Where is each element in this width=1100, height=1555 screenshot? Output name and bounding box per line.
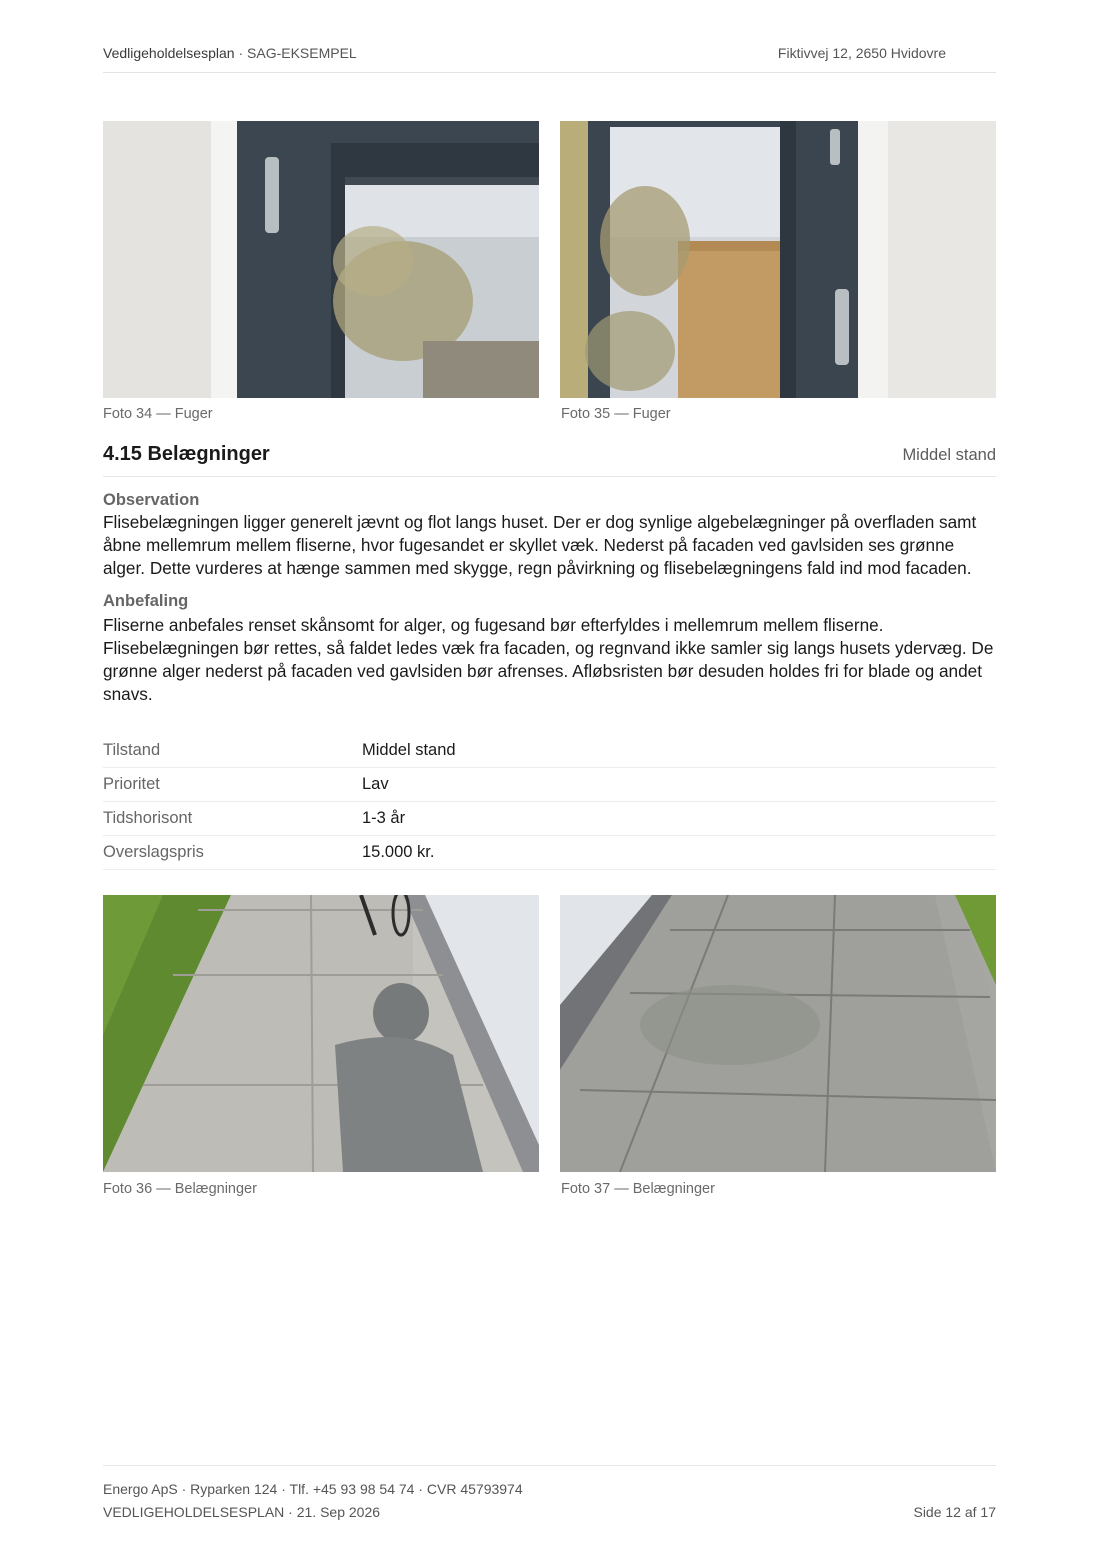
photo-36-caption: Foto 36 — Belægninger xyxy=(103,1181,257,1197)
header-address: Fiktivvej 12, 2650 Hvidovre xyxy=(777,45,946,61)
condition-table xyxy=(103,734,996,870)
recommendation-heading: Anbefaling xyxy=(103,592,189,610)
photo-37-caption: Foto 37 — Belægninger xyxy=(561,1181,715,1197)
header-divider xyxy=(103,72,996,73)
table-row xyxy=(103,768,996,802)
photo-37[interactable] xyxy=(560,895,996,1172)
page-header xyxy=(103,45,996,65)
observation-text: Flisebelægningen ligger generelt jævnt og flot langs huset. Der er dog synlige algebelægninger på overfladen samt åbne mellemrum mellem fliserne, hvor fugesandet er skyllet væk. Nederst på facaden ved gavlsiden ses grønne alger. Dette vurderes at hænge sammen med skygge, regn påvirkning og flisebelægningens fald ind mod facaden. xyxy=(103,512,977,578)
footer-company: Energo ApS · Ryparken 124 · Tlf. +45 93 98 54 74 · CVR 45793974 xyxy=(103,1481,523,1497)
photo-36[interactable] xyxy=(103,895,539,1172)
footer-divider xyxy=(103,1465,996,1466)
report-page xyxy=(103,0,996,1555)
table-row xyxy=(103,802,996,836)
section-divider xyxy=(103,476,996,477)
row-value-tilstand: Middel stand xyxy=(362,741,456,759)
row-key-overslagspris: Overslagspris xyxy=(103,843,204,861)
row-value-overslagspris: 15.000 kr. xyxy=(362,843,435,861)
recommendation-text: Fliserne anbefales renset skånsomt for alger, og fugesand bør efterfyldes i mellemrum mellem fliserne. Flisebelægningen bør rettes, så faldet ledes væk fra facaden, og regnvand ikke samler sig langs husets ydervæg. De grønne alger nederst på facaden ved gavlsiden bør afrenses. Afløbsristen bør desuden holdes fri for blade og andet snavs. xyxy=(103,615,994,704)
row-value-tidshorisont: 1-3 år xyxy=(362,809,406,827)
header-separator: · xyxy=(234,45,248,61)
header-case: SAG-EKSEMPEL xyxy=(247,45,357,61)
row-key-tidshorisont: Tidshorisont xyxy=(103,809,193,827)
photo-36-image xyxy=(103,895,539,1172)
photo-34-caption: Foto 34 — Fuger xyxy=(103,406,213,422)
row-value-prioritet: Lav xyxy=(362,775,389,793)
row-key-prioritet: Prioritet xyxy=(103,775,160,793)
section-title: 4.15 Belægninger xyxy=(103,443,270,465)
header-left xyxy=(103,45,357,61)
photo-35-image xyxy=(560,121,996,398)
photo-34-image xyxy=(103,121,539,398)
photo-37-image xyxy=(560,895,996,1172)
table-row xyxy=(103,734,996,768)
table-row xyxy=(103,836,996,870)
section-status: Middel stand xyxy=(902,446,996,464)
observation-heading: Observation xyxy=(103,491,200,509)
photo-35-caption: Foto 35 — Fuger xyxy=(561,406,671,422)
header-doc-title: Vedligeholdelsesplan xyxy=(103,45,235,61)
row-key-tilstand: Tilstand xyxy=(103,741,161,759)
footer-page-number: Side 12 af 17 xyxy=(913,1504,996,1520)
photo-34[interactable] xyxy=(103,121,539,398)
footer-doc-line: VEDLIGEHOLDELSESPLAN · 21. Sep 2026 xyxy=(103,1504,381,1520)
photo-35[interactable] xyxy=(560,121,996,398)
